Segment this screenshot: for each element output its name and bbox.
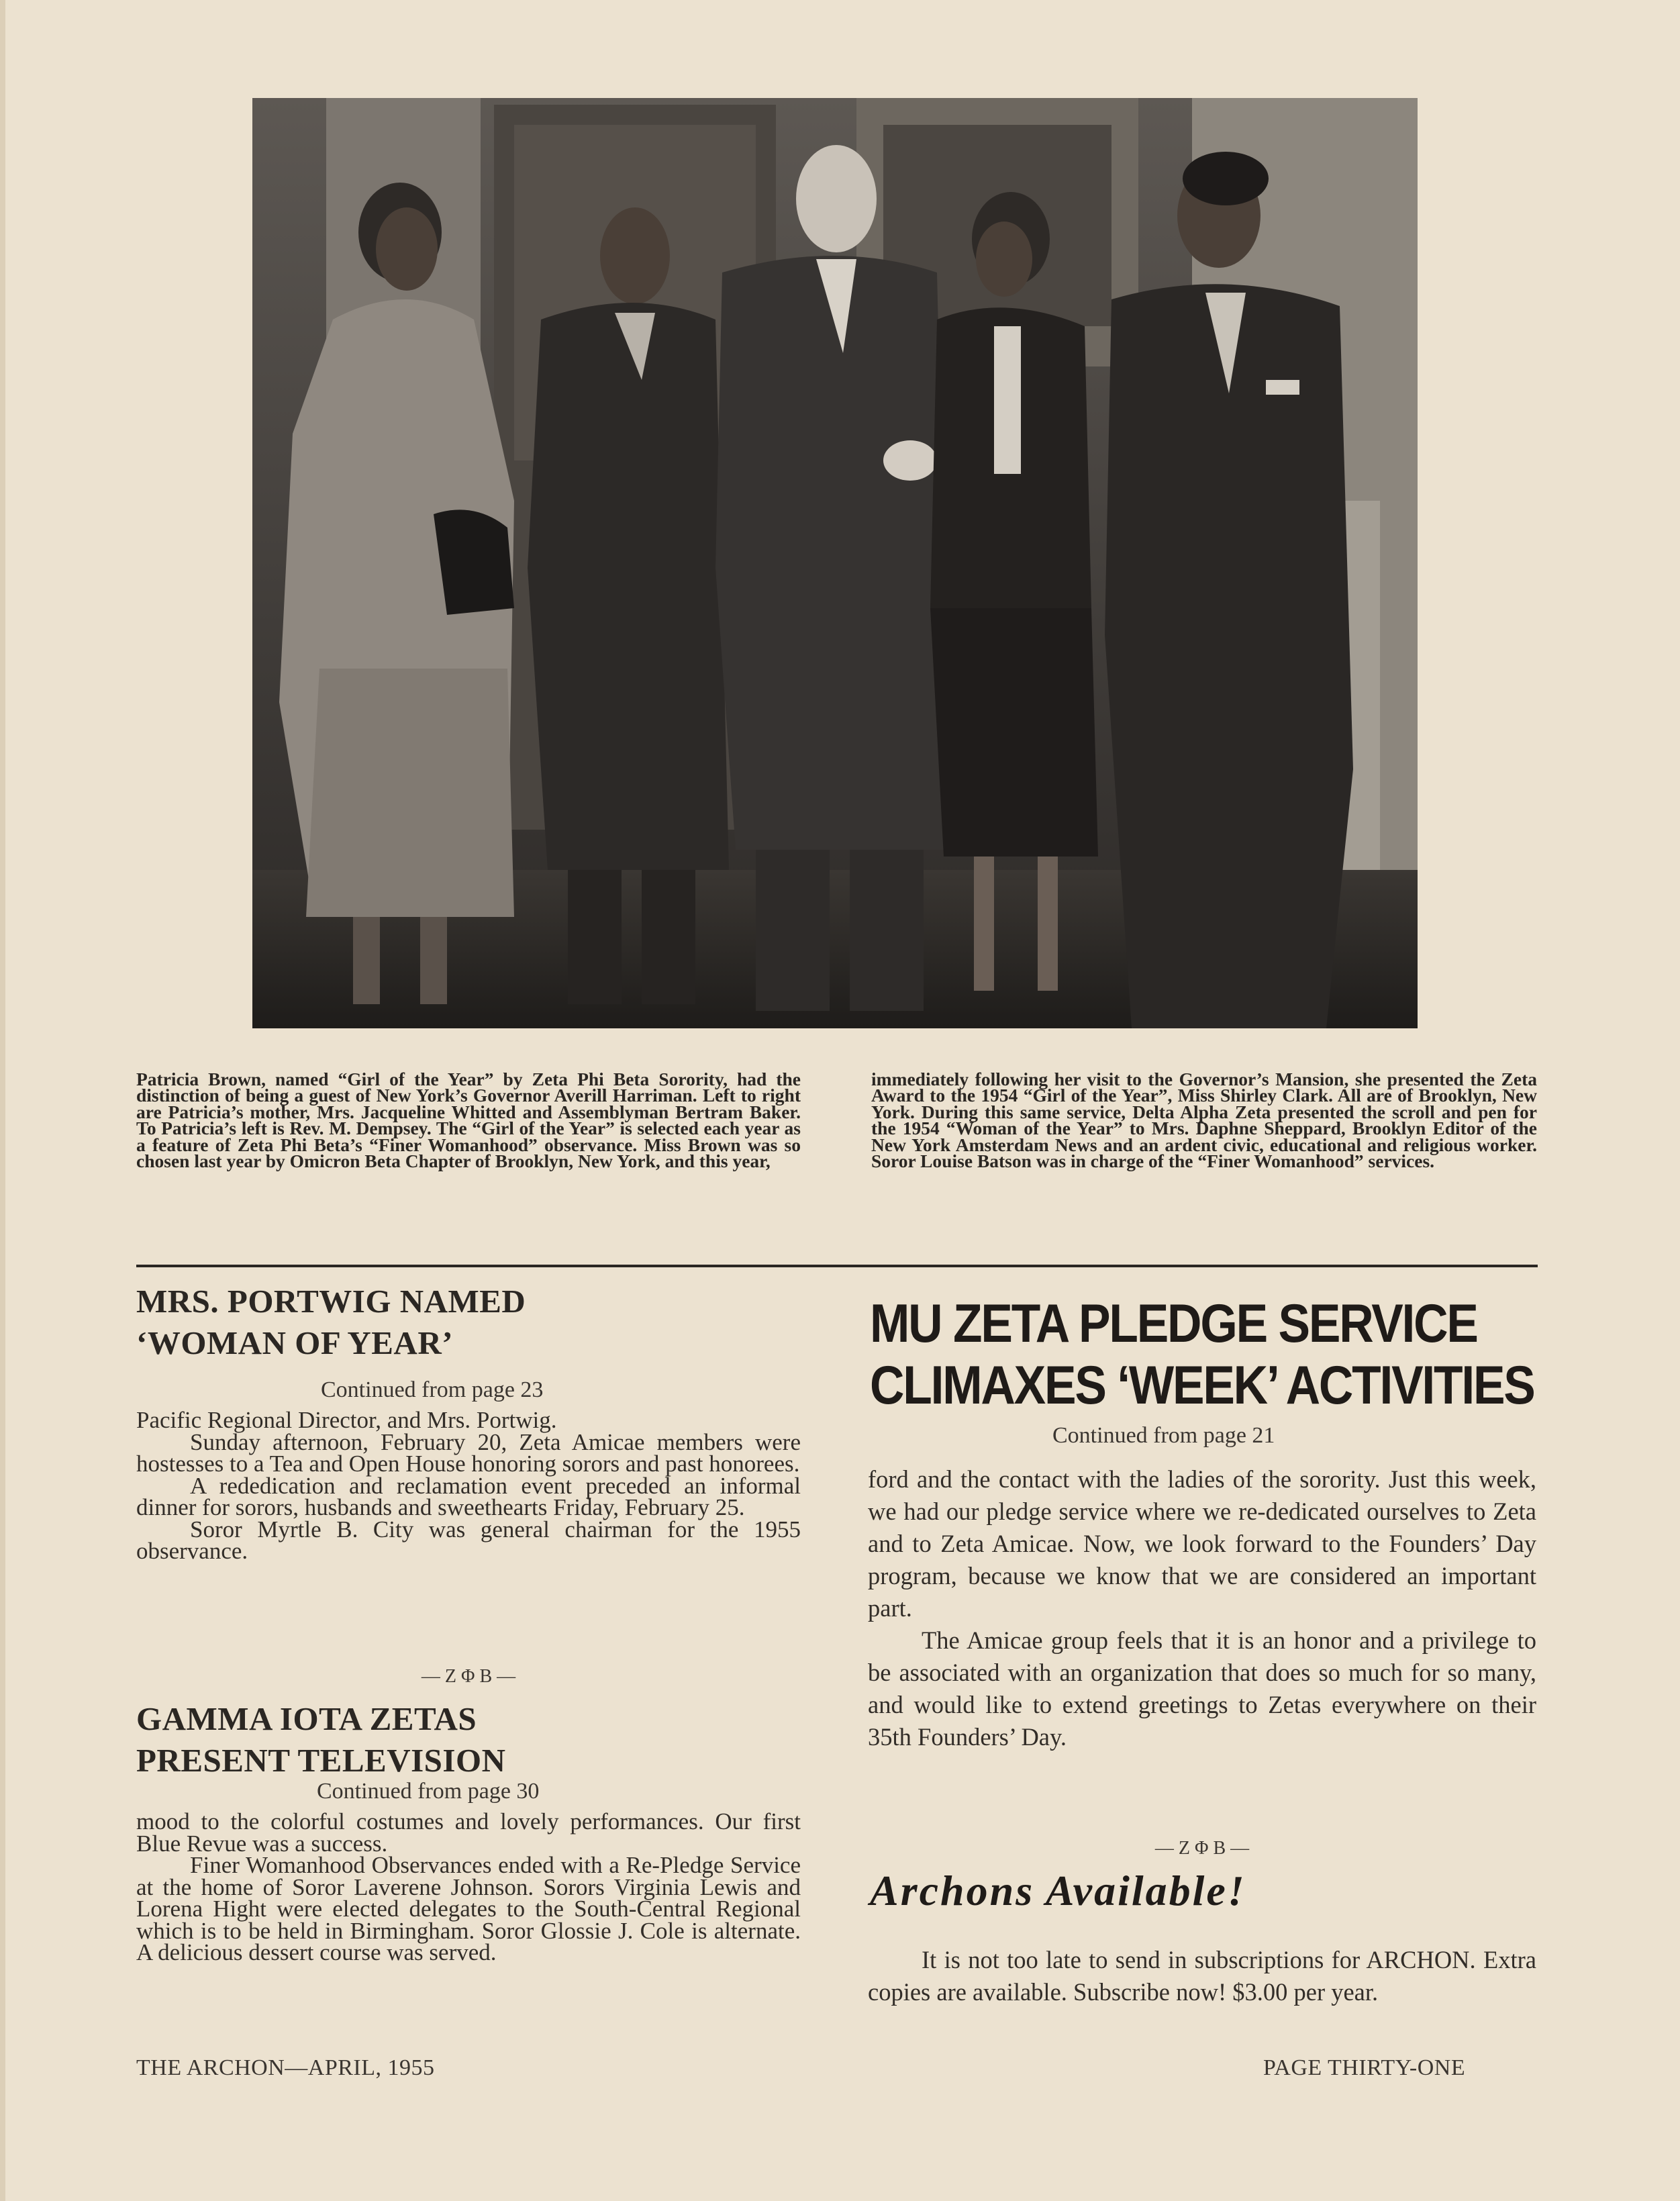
portwig-paragraph-1: Pacific Regional Director, and Mrs. Portwig. xyxy=(136,1407,557,1433)
muzeta-headline xyxy=(870,1293,1534,1416)
portwig-continued: Continued from page 23 xyxy=(321,1377,544,1402)
gamma-paragraph-2: Finer Womanhood Observances ended with a Re-Pledge Service at the home of Soror Laverene Johnson. Sorors Virginia Lewis and Lorena Hight were elected delegates to the South-Central Regional which is to be held in Birmingham. Soror Glossie J. Cole is alternate. A delicious dessert course was served. xyxy=(136,1852,801,1965)
group-photo xyxy=(252,98,1418,1028)
muzeta-body xyxy=(868,1463,1536,1753)
separator-left: — Z Φ B — xyxy=(421,1666,516,1687)
photo-illustration xyxy=(252,98,1418,1028)
archons-body xyxy=(868,1944,1536,2008)
gamma-body xyxy=(136,1808,801,1965)
footer-page-number: PAGE THIRTY-ONE xyxy=(1263,2055,1466,2080)
section-divider xyxy=(136,1265,1538,1267)
archons-headline: Archons Available! xyxy=(870,1867,1246,1914)
portwig-body xyxy=(136,1407,801,1564)
page-edge xyxy=(0,0,5,2201)
gamma-continued: Continued from page 30 xyxy=(317,1779,540,1804)
portwig-paragraph-3: A rededication and reclamation event preceded an informal dinner for sorors, husbands and sweethearts Friday, February 25. xyxy=(136,1472,801,1520)
portwig-headline xyxy=(136,1281,526,1364)
archons-paragraph: It is not too late to send in subscriptions for ARCHON. Extra copies are available. Subscribe now! $3.00 per year. xyxy=(868,1946,1536,2006)
portwig-headline-line2: ‘WOMAN OF YEAR’ xyxy=(136,1324,454,1361)
gamma-headline xyxy=(136,1698,506,1781)
gamma-paragraph-1: mood to the colorful costumes and lovely performances. Our first Blue Revue was a success. xyxy=(136,1808,801,1857)
separator-right: — Z Φ B — xyxy=(1154,1838,1250,1859)
portwig-paragraph-2: Sunday afternoon, February 20, Zeta Amicae members were hostesses to a Tea and Open House honoring sorors and past honorees. xyxy=(136,1428,801,1477)
muzeta-headline-line1: MU ZETA PLEDGE SERVICE xyxy=(870,1293,1477,1354)
muzeta-continued: Continued from page 21 xyxy=(1052,1423,1275,1448)
muzeta-paragraph-2: The Amicae group feels that it is an honor and a privilege to be associated with an organization that does so much for so many, and would like to extend greetings to Zetas everywhere on their 35th Founders’ Day. xyxy=(868,1626,1536,1751)
portwig-paragraph-4: Soror Myrtle B. City was general chairman for the 1955 observance. xyxy=(136,1516,801,1564)
gamma-headline-line1: GAMMA IOTA ZETAS xyxy=(136,1700,477,1737)
muzeta-headline-line2: CLIMAXES ‘WEEK’ ACTIVITIES xyxy=(870,1355,1534,1416)
muzeta-paragraph-1: ford and the contact with the ladies of the sorority. Just this week, we had our pledge service where we re-dedicated ourselves to Zeta and to Zeta Amicae. Now, we look forward to the Founders’ Day program, because we know that we are considered an important part. xyxy=(868,1465,1536,1622)
gamma-headline-line2: PRESENT TELEVISION xyxy=(136,1742,506,1779)
footer-publication: THE ARCHON—APRIL, 1955 xyxy=(136,2055,435,2080)
photo-caption-right: immediately following her visit to the Governor’s Mansion, she presented the Zeta Award to the 1954 “Girl of the Year”, Miss Shirley Clark. All are of Brooklyn, New York. During this same service, Delta Alpha Zeta presented the scroll and pen for the 1954 “Woman of the Year” to Mrs. Daphne Sheppard, Brooklyn Editor of the New York Amsterdam News and an ardent civic, educational and religious worker. Soror Louise Batson was in charge of the “Finer Womanhood” services. xyxy=(871,1068,1537,1172)
photo-caption-left: Patricia Brown, named “Girl of the Year” by Zeta Phi Beta Sorority, had the distinction of being a guest of New York’s Governor Averill Harriman. Left to right are Patricia’s mother, Mrs. Jacqueline Whitted and Assemblyman Bertram Baker. To Patricia’s left is Rev. M. Dempsey. The “Girl of the Year” is selected each year as a feature of Zeta Phi Beta’s “Finer Womanhood” observance. Miss Brown was so chosen last year by Omicron Beta Chapter of Brooklyn, New York, and this year, xyxy=(136,1068,801,1172)
portwig-headline-line1: MRS. PORTWIG NAMED xyxy=(136,1283,526,1320)
